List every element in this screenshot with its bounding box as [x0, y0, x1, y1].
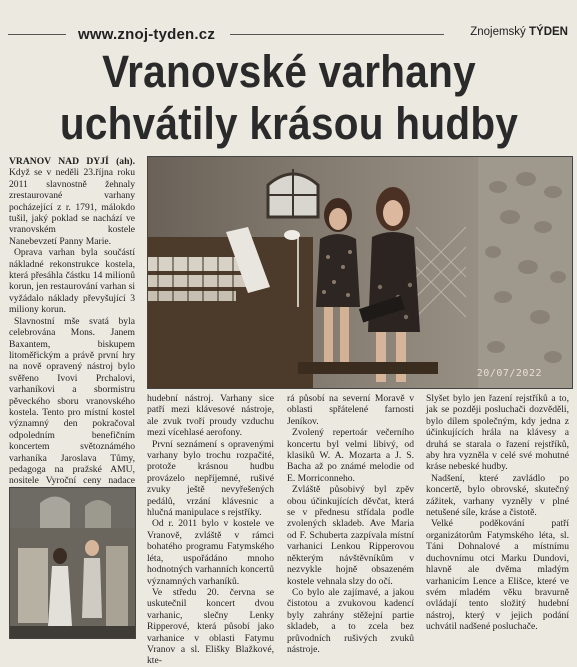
paragraph: hudební nástroj. Varhany sice patří mezi klávesové nástroje, ale zvuk tvoří proudy vzduchu mezi vícehlasé aerofony. — [147, 393, 274, 439]
paragraph: rá působí na severní Moravě v oblasti spřátelené farnosti Jeníkov. — [287, 393, 414, 427]
paragraph: Zvláště působivý byl zpěv obou účinkujících děvčat, která se v přednesu střídala podle zvolených skladeb. Ave Maria od F. Schuberta zazpívala místní varhanici Lenkou Ripperovou některým návštěvníkům v nezvykle hojně obsazeném kostele vehnala slzy do očí. — [287, 484, 414, 587]
header-rule-left — [8, 34, 66, 35]
paper-name — [470, 26, 568, 38]
photo-church-organists — [9, 487, 136, 639]
paragraph: Ve středu 20. června se uskutečnil koncert dvou varhanic, slečny Lenky Ripperové, která působí jako varhanice v oblasti Fatymu Vranov a sl. Elišky Blažkové, kte- — [147, 586, 274, 667]
header-rule-right — [230, 34, 444, 35]
paragraph: Od r. 2011 bylo v kostele ve Vranově, zvláště v rámci bohatého programu Fatymského léta, uspořádáno mnoho hodnotných varhanních koncertů významných varhaníků. — [147, 518, 274, 587]
article-column-3 — [287, 393, 414, 655]
photo-church-organists-image — [10, 488, 135, 638]
paper-name-main: Znojemský — [470, 26, 526, 38]
paragraph: Nadšení, které zavládlo po koncertě, bylo obrovské, skutečný zážitek, varhany vyzněly v plné netušené síle, kráse a čistotě. — [426, 472, 569, 519]
paper-name-bold: TÝDEN — [529, 26, 568, 38]
headline-line-2: uchvátily krásou hudby — [59, 98, 519, 149]
photo-organ-players — [147, 156, 573, 389]
headline-line-1: Vranovské varhany — [102, 46, 476, 97]
article-headline — [36, 46, 542, 150]
paragraph: Velké poděkování patří organizátorům Fatymského léta, sl. Táni Dohnalové a místnímu duchovnímu otci Marku Dundovi, hlavně ale dvěma mladým varhanicím Lence a Elišce, které ve svém mladém věku bravurně ovládají tento složitý hudební nástroj, který v jejich podání uchvátil nadšené posluchače. — [426, 518, 569, 633]
photo-date-stamp: 20/07/2022 — [476, 368, 542, 379]
website-url[interactable]: www.znoj-tyden.cz — [78, 26, 216, 43]
paragraph: Zvolený repertoár večerního koncertu byl velmi libivý, od klasiků W. A. Mozarta a J. S. Bacha až po známé melodie od E. Morriconneho. — [287, 427, 414, 484]
paragraph — [9, 156, 135, 247]
paragraph-text: Když se v neděli 23.října roku 2011 slavnostně žehnaly zrestaurované varhany pocházející z r. 1791, málokdo tušil, jaký poklad se nachází ve vranovském kostele Nanebevzetí Panny Marie. — [9, 167, 135, 247]
article-column-4 — [426, 393, 569, 633]
paragraph: Slyšet bylo jen řazení rejstříků a to, jak se později posluchači dozvěděli, bylo dílem společným, kdy jedna z účinkujících hrála na klávesy a druhá se starala o řazení rejstříků, aby hra vyzněla v celé své mohutné kráse nebeské hudby. — [426, 393, 569, 473]
dateline: VRANOV NAD DYJÍ (ah). — [9, 156, 135, 167]
paragraph: První seznámení s opravenými varhany bylo trochu rozpačité, protože krásnou hudbu provázelo nepříjemné, rušivé zvuky ještě nevyřešených pedálů, vrzání klávesnic a hlučná manipulace s rejstříky. — [147, 438, 274, 519]
paragraph: Oprava varhan byla součástí nákladné rekonstrukce kostela, která přesáhla částku 14 milionů korun, jen restaurování varhan si vyžádalo náklady převyšující 3 miliony korun. — [9, 247, 136, 316]
article-column-2 — [147, 393, 274, 667]
page-header — [8, 24, 570, 48]
photo-organ-players-image — [148, 157, 572, 388]
paragraph: Co bylo ale zajímavé, a jakou čistotou a zvukovou kadencí byly zahrány stěžejní partie skladeb, a to zcela bez průvodních rušivých zvuků nástroje. — [287, 586, 414, 655]
paragraph: Slavnostní mše svatá byla celebrována Mons. Janem Baxantem, biskupem litoměřickým a právě první hry na nově opravený nástroj bylo svěřeno Ivovi Prchalovi, varhaníkovi a sbormistru pěveckého sboru vranovského kostela. Tento pro místní kostel významný den pokračoval odpoledním benefičním koncertem světoznámého varhaníka Jaroslava Tůmy, pedagoga na pražské AMU, nositele Vyroční ceny nadace — [9, 315, 135, 487]
